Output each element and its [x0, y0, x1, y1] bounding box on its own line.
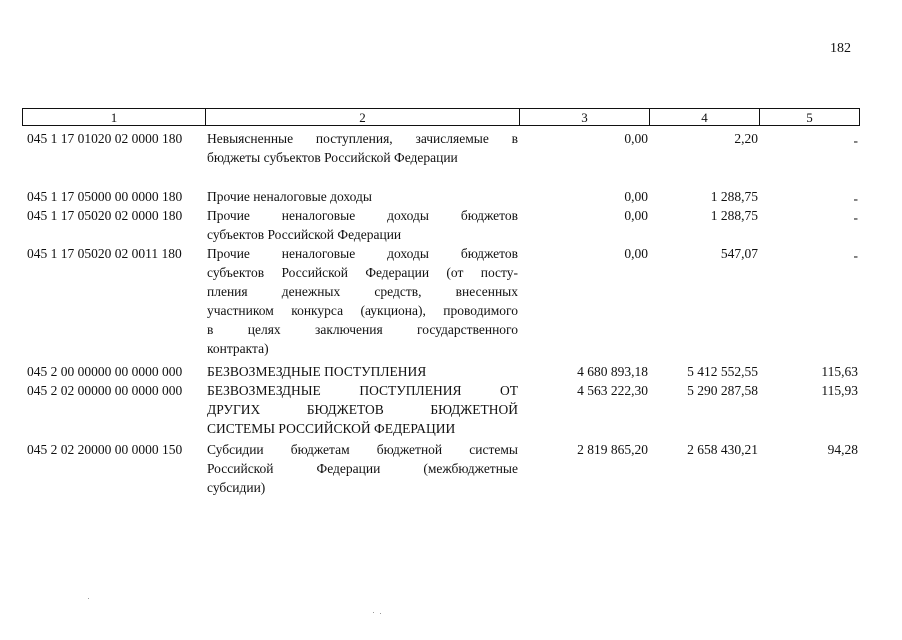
row-value-col3: 0,00 [624, 131, 648, 146]
description-line: субсидии) [207, 480, 266, 495]
row-value-col3: 0,00 [624, 208, 648, 223]
column-header-5: 5 [759, 108, 860, 126]
column-header-3: 3 [519, 108, 649, 126]
row-description [207, 381, 518, 438]
description-line: участником конкурса (аукциона), проводимого [207, 303, 518, 318]
description-line: Прочие неналоговые доходы бюджетов [207, 246, 518, 261]
description-line: Российской Федерации (межбюджетные [207, 461, 518, 476]
description-line: контракта) [207, 341, 269, 356]
description-line: БЕЗВОЗМЕЗДНЫЕ ПОСТУПЛЕНИЯ [207, 364, 427, 379]
column-header-1: 1 [22, 108, 205, 126]
row-value-col5: - [853, 133, 858, 148]
row-value-col3: 4 563 222,30 [577, 383, 648, 398]
description-line: ДРУГИХ БЮДЖЕТОВ БЮДЖЕТНОЙ [207, 402, 518, 417]
row-description [207, 129, 518, 167]
scan-speck [88, 598, 89, 599]
description-line: бюджеты субъектов Российской Федерации [207, 150, 458, 165]
description-line: Прочие неналоговые доходы бюджетов [207, 208, 518, 223]
scan-speck [380, 613, 381, 614]
row-value-col3: 0,00 [624, 246, 648, 261]
row-value-col4: 5 412 552,55 [687, 364, 758, 379]
row-value-col4: 5 290 287,58 [687, 383, 758, 398]
description-line: пления денежных средств, внесенных [207, 284, 518, 299]
description-line: Субсидии бюджетам бюджетной системы [207, 442, 518, 457]
description-line: БЕЗВОЗМЕЗДНЫЕ ПОСТУПЛЕНИЯ ОТ [207, 383, 518, 398]
row-value-col5: 115,63 [821, 364, 858, 379]
description-line: субъектов Российской Федерации (от посту- [207, 265, 518, 280]
row-code: 045 1 17 05000 00 0000 180 [27, 189, 183, 204]
row-value-col4: 1 288,75 [710, 189, 758, 204]
row-value-col4: 2 658 430,21 [687, 442, 758, 457]
column-header-2: 2 [205, 108, 519, 126]
description-line: в целях заключения государственного [207, 322, 518, 337]
row-description [207, 244, 518, 358]
row-value-col5: 94,28 [827, 442, 858, 457]
row-code: 045 2 02 00000 00 0000 000 [27, 383, 183, 398]
row-value-col5: - [853, 248, 858, 263]
row-value-col5: - [853, 210, 858, 225]
description-line: Невыясненные поступления, зачисляемые в [207, 131, 518, 146]
row-code: 045 2 02 20000 00 0000 150 [27, 442, 183, 457]
row-value-col4: 2,20 [734, 131, 758, 146]
row-value-col5: 115,93 [821, 383, 858, 398]
description-line: субъектов Российской Федерации [207, 227, 402, 242]
row-value-col4: 547,07 [720, 246, 758, 261]
column-header-4: 4 [649, 108, 759, 126]
page-number: 182 [830, 41, 851, 56]
row-code: 045 1 17 05020 02 0000 180 [27, 208, 183, 223]
row-value-col5: - [853, 191, 858, 206]
description-line: Прочие неналоговые доходы [207, 189, 372, 204]
row-code: 045 1 17 01020 02 0000 180 [27, 131, 183, 146]
row-value-col3: 0,00 [624, 189, 648, 204]
row-value-col4: 1 288,75 [710, 208, 758, 223]
row-code: 045 1 17 05020 02 0011 180 [27, 246, 182, 261]
row-code: 045 2 00 00000 00 0000 000 [27, 364, 183, 379]
row-description [207, 440, 518, 497]
row-value-col3: 2 819 865,20 [577, 442, 648, 457]
row-value-col3: 4 680 893,18 [577, 364, 648, 379]
row-description [207, 362, 518, 381]
row-description [207, 187, 518, 206]
row-description [207, 206, 518, 244]
scan-speck [373, 612, 374, 613]
description-line: СИСТЕМЫ РОССИЙСКОЙ ФЕДЕРАЦИИ [207, 421, 456, 436]
